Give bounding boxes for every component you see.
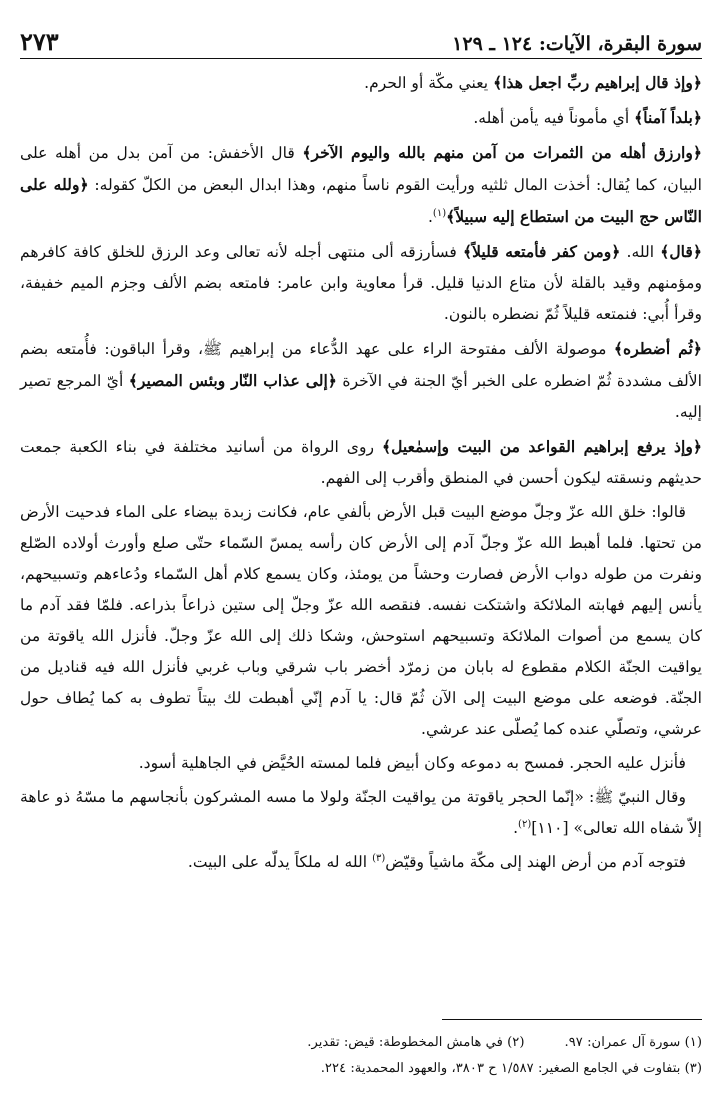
- footnote-2: (٢) في هامش المخطوطة: قيض: تقدير.: [307, 1035, 525, 1050]
- paragraph-text: وقال النبيّ ﷺ: «إنّما الحجر ياقوتة من يواقيت الجنّة ولولا ما مسه المشركون بأنجاسهم ما مسّهُ ذو عاهة إلاّ شفاه الله تعالى» [١١٠]: [20, 788, 702, 837]
- quran-quote: ﴿قال﴾: [660, 242, 702, 261]
- paragraph: [20, 748, 702, 779]
- paragraph: [20, 333, 702, 428]
- quran-quote: ﴿إلى عذاب النّار وبئس المصير﴾: [128, 371, 337, 390]
- running-title: سورة البقرة، الآيات: ١٢٤ ـ ١٢٩: [452, 33, 702, 55]
- paragraph-text: قال الأخفش: من آمن بدل من أهله على البيان، كما يُقال: أخذت المال ثلثيه ورأيت القوم ناساً منهم، وهذا ابدال البعض من الكلّ كقوله:: [20, 144, 702, 194]
- book-page: [20, 14, 702, 1084]
- page-number: ٢٧٣: [20, 27, 59, 56]
- footnotes: [20, 999, 702, 1082]
- footnote-separator: [442, 1019, 702, 1020]
- paragraph: [20, 236, 702, 330]
- quran-quote: ﴿ولله على النّاس حج البيت من استطاع إليه سبيلاً﴾: [20, 175, 702, 226]
- paragraph-text: فتوجه آدم من أرض الهند إلى مكّة ماشياً وقيّض: [385, 853, 686, 871]
- paragraph: [20, 782, 702, 844]
- quran-quote: ﴿وإذ قال إبراهيم ربِّ اجعل هذا﴾: [493, 73, 702, 92]
- quran-quote: ﴿ومن كفر فأمتعه قليلاً﴾: [462, 242, 621, 261]
- quran-quote: ﴿ثُم أضطره﴾: [613, 339, 703, 358]
- footnote-3: (٣) بتفاوت في الجامع الصغير: ١/٥٨٧ ح ٣٨٠٣، والعهود المحمدية: ٢٢٤.: [320, 1061, 702, 1076]
- paragraph-text: فسأرزقه ألى منتهى أجله لأنه تعالى وعد الرزق للخلق كافة كافرهم ومؤمنهم وقيد بالقلة لأن متاع الدنيا قليل. قرأ معاوية وابن عامر: فامتعه بضم الألف وجزم الميم خفيفة، وقرأ أُبي: فنمتعه قليلاً ثُمّ نضطره بالنون.: [20, 243, 702, 323]
- footnote-row: [20, 1056, 702, 1082]
- paragraph: [20, 102, 702, 134]
- paragraph-text: الله له ملكاً يدلّه على البيت.: [187, 853, 373, 871]
- footnote-ref: (٣): [372, 852, 386, 864]
- footnote-1: (١) سورة آل عمران: ٩٧.: [564, 1035, 702, 1050]
- paragraph-text: .: [513, 819, 519, 837]
- quran-quote: ﴿بلداً آمناً﴾: [634, 108, 702, 127]
- paragraph-text: فأنزل عليه الحجر. فمسح به دموعه وكان أبيض فلما لمسته الحُيَّض في الجاهلية أسود.: [138, 754, 686, 772]
- paragraph: [20, 431, 702, 494]
- footnote-ref: (١): [432, 207, 447, 219]
- paragraph-text: أيّ المرجع تصير إليه.: [20, 372, 702, 421]
- paragraph: [20, 497, 702, 745]
- footnote-row: [20, 1030, 702, 1056]
- paragraph: [20, 67, 702, 99]
- paragraph: [20, 137, 702, 233]
- paragraph-text: روى الرواة من أسانيد مختلفة في بناء الكعبة جمعت حديثهم ونسقته ليكون أحسن في المنطق وأقرب إلى الفهم.: [20, 438, 702, 487]
- footnote-ref: (٢): [518, 818, 532, 830]
- quran-quote: ﴿وارزق أهله من الثمرات من آمن منهم بالله واليوم الآخر﴾: [302, 143, 702, 162]
- paragraph-text: يعني مكّة أو الحرم.: [364, 74, 494, 92]
- paragraph: [20, 847, 702, 878]
- page-body: [20, 59, 702, 878]
- paragraph-text: قالوا: خلق الله عزّ وجلّ موضع البيت قبل الأرض بألفي عام، فكانت زبدة بيضاء على الماء فدحيت الأرض من تحتها. فلما أهبط الله عزّ وجلّ آدم إلى الأرض كان رأسه يمسّ السّماء حتّى صلع وأورث أولاده الصّلع ونفرت من طوله دواب الأرض فصارت وحشاً من يومئذ، وكان يسمع كلام أهل السّماء ودُعاءهم وتسبيحهم، يأنس إليهم فهابته الملائكة واشتكت نفسه. فنقصه الله عزّ وجلّ إلى ستين ذراعاً بذراعه. فلمّا فقد آدم ما كان يسمع من أصوات الملائكة وتسبيحهم استوحش، وشكا ذلك إلى الله عزّ وجلّ. فأنزل الله ياقوتة من يواقيت الجنّة الكلام مقطوع له بابان من زمرّد أخضر باب شرقي وباب غربي فأنزل الله فيه قناديل من الجنّة. فوضعه على موضع البيت إلى الآن ثُمّ قال: يا آدم إنّي أهبطت لك بيتاً تطوف به كما يُطاف حول عرشي، وتصلّي عنده كما يُصلّى عند عرشي.: [20, 503, 702, 738]
- paragraph-text: موصولة الألف مفتوحة الراء على عهد الدُّعاء من إبراهيم ﷺ، وقرأ الباقون: فأُمتعه بضم الألف مشددة ثُمّ اضطره على الخبر أيّ الجنة في الآخرة: [20, 340, 703, 390]
- paragraph-text: الله.: [620, 243, 661, 261]
- quran-quote: ﴿وإذ يرفع إبراهيم القواعد من البيت وإسمٰعيل﴾: [381, 437, 702, 456]
- paragraph-text: .: [427, 208, 433, 226]
- paragraph-text: أي مأموناً فيه يأمن أهله.: [473, 109, 635, 127]
- page-header: [20, 14, 702, 59]
